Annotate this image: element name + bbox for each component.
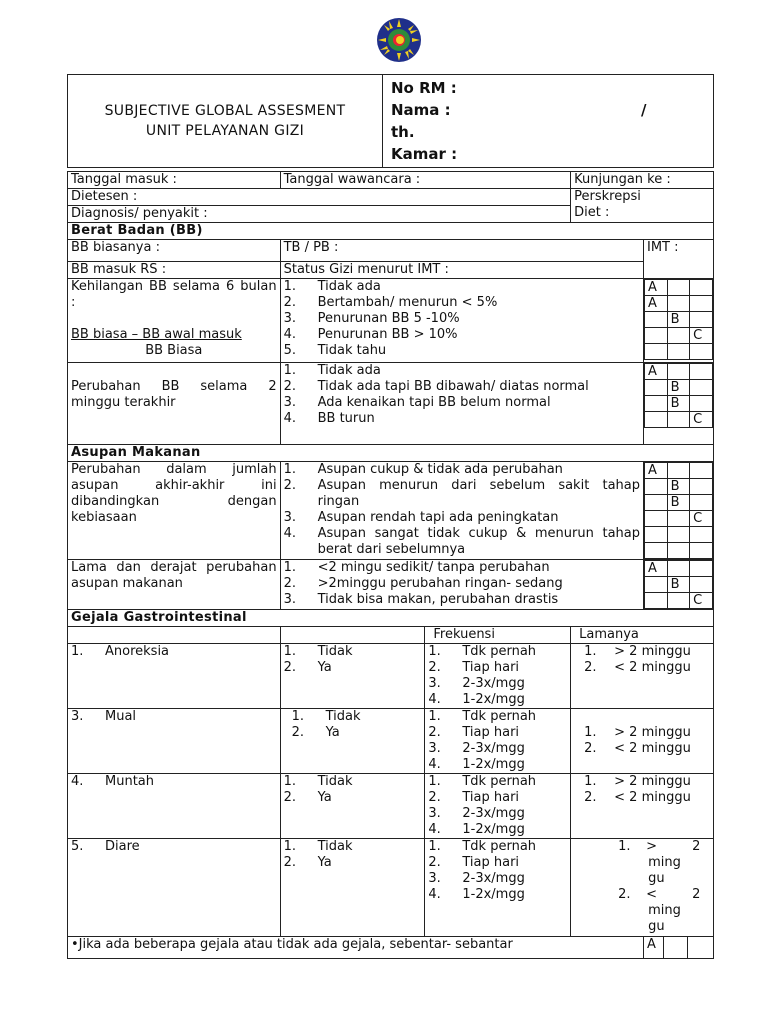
list-item[interactable]: 3. 2-3x/mgg [428, 676, 525, 691]
kehilangan-bb-label [68, 279, 281, 363]
diare-ya-tidak [280, 839, 425, 937]
list-item[interactable]: 2. Ya [283, 855, 332, 870]
lama-asupan-options [280, 560, 643, 610]
formula-denominator: BB Biasa [145, 343, 203, 358]
list-item[interactable]: 1. Asupan cukup & tidak ada perubahan [283, 462, 563, 477]
anoreksia-ya-tidak [280, 644, 425, 709]
nama-label: Nama : [391, 101, 451, 119]
list-item[interactable]: 2. < 2 minggu [584, 790, 691, 805]
list-item[interactable]: 3. 2-3x/mgg [428, 741, 525, 756]
list-item[interactable]: 2. Bertambah/ menurun < 5% [283, 295, 498, 310]
list-item[interactable]: 3. Penurunan BB 5 -10% [283, 311, 460, 326]
form-title-line2: UNIT PELAYANAN GIZI [145, 123, 305, 139]
list-item[interactable]: 1. Tdk pernah [428, 774, 537, 789]
list-item[interactable]: 1. Tdk pernah [428, 839, 537, 854]
bb-biasanya-field[interactable]: BB biasanya : [68, 240, 281, 262]
mual-frekuensi [425, 709, 571, 774]
list-item[interactable]: 2. Tiap hari [428, 855, 520, 870]
grade-cell-a[interactable]: A [644, 937, 664, 959]
diet-label: Diet : [574, 205, 610, 220]
diare-lama-1-unit: minggu [648, 855, 681, 886]
lamanya-header: Lamanya [571, 627, 714, 644]
list-item[interactable]: 2. Ya [283, 660, 332, 675]
diare-lama-2-num: 2 [692, 887, 701, 902]
list-item[interactable]: 4. 1-2x/mgg [428, 822, 525, 837]
assessment-table [67, 171, 714, 959]
patient-info [383, 75, 714, 168]
grade-cell-c[interactable]: C [690, 511, 713, 527]
list-item[interactable]: 2. < 2 minggu [584, 741, 691, 756]
form-title-line1: SUBJECTIVE GLOBAL ASSESMENT [104, 103, 346, 119]
list-item[interactable]: 1. Tidak [283, 774, 353, 789]
list-item[interactable]: 2. Ya [291, 725, 340, 740]
list-item[interactable]: 1. > 2 minggu [584, 644, 691, 659]
perubahan-asupan-text: Perubahan dalam jumlah asupan akhir-akhir ini dibandingkan dengan kebiasaan [71, 462, 277, 525]
list-item[interactable]: 2. Tiap hari [428, 790, 520, 805]
list-item[interactable]: 2. < 2 minggu [584, 660, 691, 675]
kunjungan-field[interactable]: Kunjungan ke : [571, 172, 714, 189]
list-item[interactable]: 3. Tidak bisa makan, perubahan drastis [283, 592, 559, 607]
kehilangan-bb-text: Kehilangan BB selama 6 bulan : [71, 279, 277, 310]
status-gizi-field[interactable]: Status Gizi menurut IMT : [280, 262, 643, 279]
symptom-diare: 5. Diare [68, 839, 281, 937]
list-item[interactable]: 1. Tidak [283, 644, 353, 659]
perubahan-bb-label [68, 363, 281, 445]
perubahan-bb-grades [644, 363, 714, 445]
lama-asupan-grades [644, 560, 714, 610]
grade-cell-b[interactable]: B [667, 312, 690, 328]
kehilangan-bb-grades [644, 279, 714, 363]
list-item[interactable]: 2. Ya [283, 790, 332, 805]
list-item[interactable]: 4. 1-2x/mgg [428, 757, 525, 772]
mual-lamanya [571, 709, 714, 774]
list-item[interactable]: 2. Tiap hari [428, 725, 520, 740]
lama-asupan-text: Lama dan derajat perubahan asupan makanan [71, 560, 277, 591]
list-item[interactable]: 3. 2-3x/mgg [428, 806, 525, 821]
symptom-anoreksia: 1. Anoreksia [68, 644, 281, 709]
diare-lama-1-sign: > [646, 839, 658, 854]
muntah-frekuensi [425, 774, 571, 839]
list-item[interactable]: 1. Tidak [291, 709, 361, 724]
list-item[interactable]: 3. Ada kenaikan tapi BB belum normal [283, 395, 551, 410]
list-item[interactable]: 4. Asupan sangat tidak cukup & menurun tahap berat dari sebelumnya [283, 526, 640, 557]
grade-cell-b[interactable]: B [667, 495, 690, 511]
list-item[interactable]: 1. Tdk pernah [428, 709, 537, 724]
list-item[interactable]: 4. BB turun [283, 411, 375, 426]
kamar-label: Kamar : [391, 145, 458, 163]
grade-cell-b[interactable]: B [667, 380, 690, 396]
list-item[interactable]: 4. 1-2x/mgg [428, 887, 525, 902]
list-item[interactable]: 1. Tidak ada [283, 363, 381, 378]
list-item[interactable]: 4. 1-2x/mgg [428, 692, 525, 707]
muntah-lamanya [571, 774, 714, 839]
diare-lama-2-unit: minggu [648, 903, 681, 934]
list-item[interactable]: 2. Tiap hari [428, 660, 520, 675]
form-title [68, 75, 383, 168]
diare-lamanya: 1. > 2 minggu 2. < 2 minggu [571, 839, 714, 937]
no-rm-label: No RM : [391, 79, 457, 97]
muntah-ya-tidak [280, 774, 425, 839]
lama-asupan-label [68, 560, 281, 610]
grade-cell-c[interactable]: C [690, 593, 713, 609]
perubahan-asupan-options [280, 462, 643, 560]
diare-lama-1-num: 2 [692, 839, 701, 854]
list-item[interactable]: 2. >2minggu perubahan ringan- sedang [283, 576, 563, 591]
list-item[interactable]: 2. Asupan menurun dari sebelum sakit tahap ringan [283, 478, 640, 509]
list-item[interactable]: 1. Tidak ada [283, 279, 381, 294]
symptom-mual: 3. Mual [68, 709, 281, 774]
list-item[interactable]: 1. Tidak [283, 839, 353, 854]
section-gejala-gastrointestinal: Gejala Gastrointestinal [68, 610, 714, 627]
grade-cell-b[interactable]: B [667, 577, 690, 593]
header-table [67, 74, 714, 168]
perubahan-asupan-grades [644, 462, 714, 560]
section-berat-badan: Berat Badan (BB) [68, 223, 714, 240]
imt-field[interactable]: IMT : [644, 240, 714, 279]
grade-cell-c[interactable]: C [690, 328, 713, 344]
grade-cell-b[interactable]: B [667, 396, 690, 412]
grade-cell-b[interactable]: B [667, 479, 690, 495]
grade-cell-a[interactable]: A [645, 296, 668, 312]
th-label: th. [391, 123, 415, 141]
dietesen-field[interactable]: Dietesen : [68, 189, 571, 206]
list-item[interactable]: 1. > 2 minggu [584, 774, 691, 789]
perubahan-bb-options [280, 363, 643, 445]
tanggal-masuk-field[interactable]: Tanggal masuk : [68, 172, 281, 189]
grade-cell-a[interactable]: A [645, 463, 668, 479]
diare-frekuensi [425, 839, 571, 937]
bb-masuk-field[interactable]: BB masuk RS : [68, 262, 281, 279]
anoreksia-lamanya [571, 644, 714, 709]
tb-pb-field[interactable]: TB / PB : [280, 240, 643, 262]
list-item[interactable]: 1. Tdk pernah [428, 644, 537, 659]
diagnosis-field[interactable]: Diagnosis/ penyakit : [68, 206, 571, 223]
symptom-muntah: 4. Muntah [68, 774, 281, 839]
grade-cell-a[interactable]: A [645, 280, 668, 296]
formula-numerator: BB biasa – BB awal masuk [71, 327, 242, 342]
list-item[interactable]: 1. <2 mingu sedikit/ tanpa perubahan [283, 560, 550, 575]
grade-cell-c[interactable]: C [690, 412, 713, 428]
diare-lama-2-sign: < [646, 887, 658, 902]
perubahan-asupan-label [68, 462, 281, 560]
tanggal-wawancara-field[interactable]: Tanggal wawancara : [280, 172, 571, 189]
frekuensi-header: Frekuensi [425, 627, 571, 644]
mual-ya-tidak [280, 709, 425, 774]
anoreksia-frekuensi [425, 644, 571, 709]
list-item[interactable]: 3. 2-3x/mgg [428, 871, 525, 886]
age-slash: / [641, 101, 647, 119]
gejala-note: •Jika ada beberapa gejala atau tidak ada gejala, sebentar- sebantar [68, 937, 644, 959]
list-item[interactable]: 4. Penurunan BB > 10% [283, 327, 458, 342]
section-asupan-makanan: Asupan Makanan [68, 445, 714, 462]
grade-cell-a[interactable]: A [645, 364, 668, 380]
list-item[interactable]: 3. Asupan rendah tapi ada peningkatan [283, 510, 559, 525]
perubahan-bb-text: Perubahan BB selama 2 minggu terakhir [71, 379, 277, 410]
kehilangan-bb-options [280, 279, 643, 363]
perskrepsi-diet-field[interactable] [571, 189, 714, 223]
logo-emblem-icon [376, 17, 422, 63]
perskrepsi-label: Perskrepsi [574, 189, 641, 204]
list-item[interactable]: 2. Tidak ada tapi BB dibawah/ diatas normal [283, 379, 589, 394]
list-item[interactable]: 5. Tidak tahu [283, 343, 387, 358]
list-item[interactable]: 1. > 2 minggu [584, 725, 691, 740]
grade-cell-a[interactable]: A [645, 561, 668, 577]
